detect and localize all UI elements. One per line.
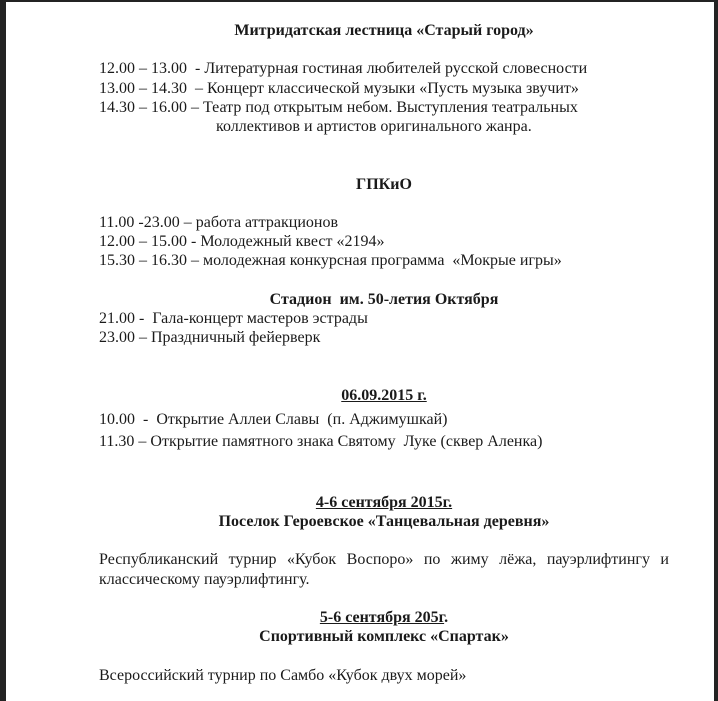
blank-line <box>99 194 669 213</box>
section-title: Митридатская лестница «Старый город» <box>234 22 534 39</box>
event-paragraph: Республиканский турнир «Кубок Воспоро» по жиму лёжа, пауэрлифтингу и классическому пауэрлифтингу. <box>99 551 673 588</box>
document-content <box>99 0 673 685</box>
schedule-line-continuation: коллективов и артистов оригинального жанра. <box>216 118 532 135</box>
section-title: ГПКиО <box>356 175 412 193</box>
schedule-line: 15.30 – 16.30 – молодежная конкурсная программа «Мокрые игры» <box>99 252 562 270</box>
blank-line <box>99 589 669 608</box>
section-title: Стадион им. 50-летия Октября <box>269 290 499 308</box>
event-paragraph: Всероссийский турнир по Самбо «Кубок двух морей» <box>99 666 467 684</box>
section-title-date <box>99 608 669 627</box>
page-border-right <box>714 0 718 701</box>
section-subtitle: Спортивный комплекс «Спартак» <box>259 628 509 646</box>
blank-line <box>99 471 669 490</box>
blank-line <box>99 271 669 290</box>
section-title-date: 4-6 сентября 2015г. <box>315 493 453 511</box>
schedule-line: 13.00 – 14.30 – Концерт классической музыки «Пусть музыка звучит» <box>99 79 579 97</box>
schedule-line: 14.30 – 16.00 – Театр под открытым небом. Выступления театральных <box>99 98 578 116</box>
blank-line <box>99 347 669 366</box>
blank-line <box>99 155 669 174</box>
section-title-underlined-part: 5-6 сентября 205г <box>319 608 445 626</box>
blank-line <box>99 451 669 470</box>
schedule-line: 12.00 – 15.00 - Молодежный квест «2194» <box>99 233 385 251</box>
schedule-line: 10.00 - Открытие Аллеи Славы (п. Аджимушкай) <box>99 410 448 428</box>
blank-line <box>99 367 669 386</box>
schedule-line: 23.00 – Праздничный фейерверк <box>99 329 321 347</box>
section-title-date: 06.09.2015 г. <box>341 386 427 404</box>
blank-line <box>99 40 669 59</box>
schedule-line: 11.00 -23.00 – работа аттракционов <box>99 213 339 231</box>
section-subtitle: Поселок Героевское «Танцевальная деревня» <box>218 512 550 530</box>
page-border-left <box>0 0 6 701</box>
schedule-line: 21.00 - Гала-концерт мастеров эстрады <box>99 309 368 327</box>
blank-line <box>99 646 669 665</box>
section-title-suffix: . <box>444 608 449 626</box>
blank-line <box>99 531 669 550</box>
blank-line <box>99 136 669 155</box>
schedule-line: 12.00 – 13.00 - Литературная гостиная любителей русской словесности <box>99 60 588 78</box>
schedule-line: 11.30 – Открытие памятного знака Святому Луке (сквер Аленка) <box>99 433 543 451</box>
